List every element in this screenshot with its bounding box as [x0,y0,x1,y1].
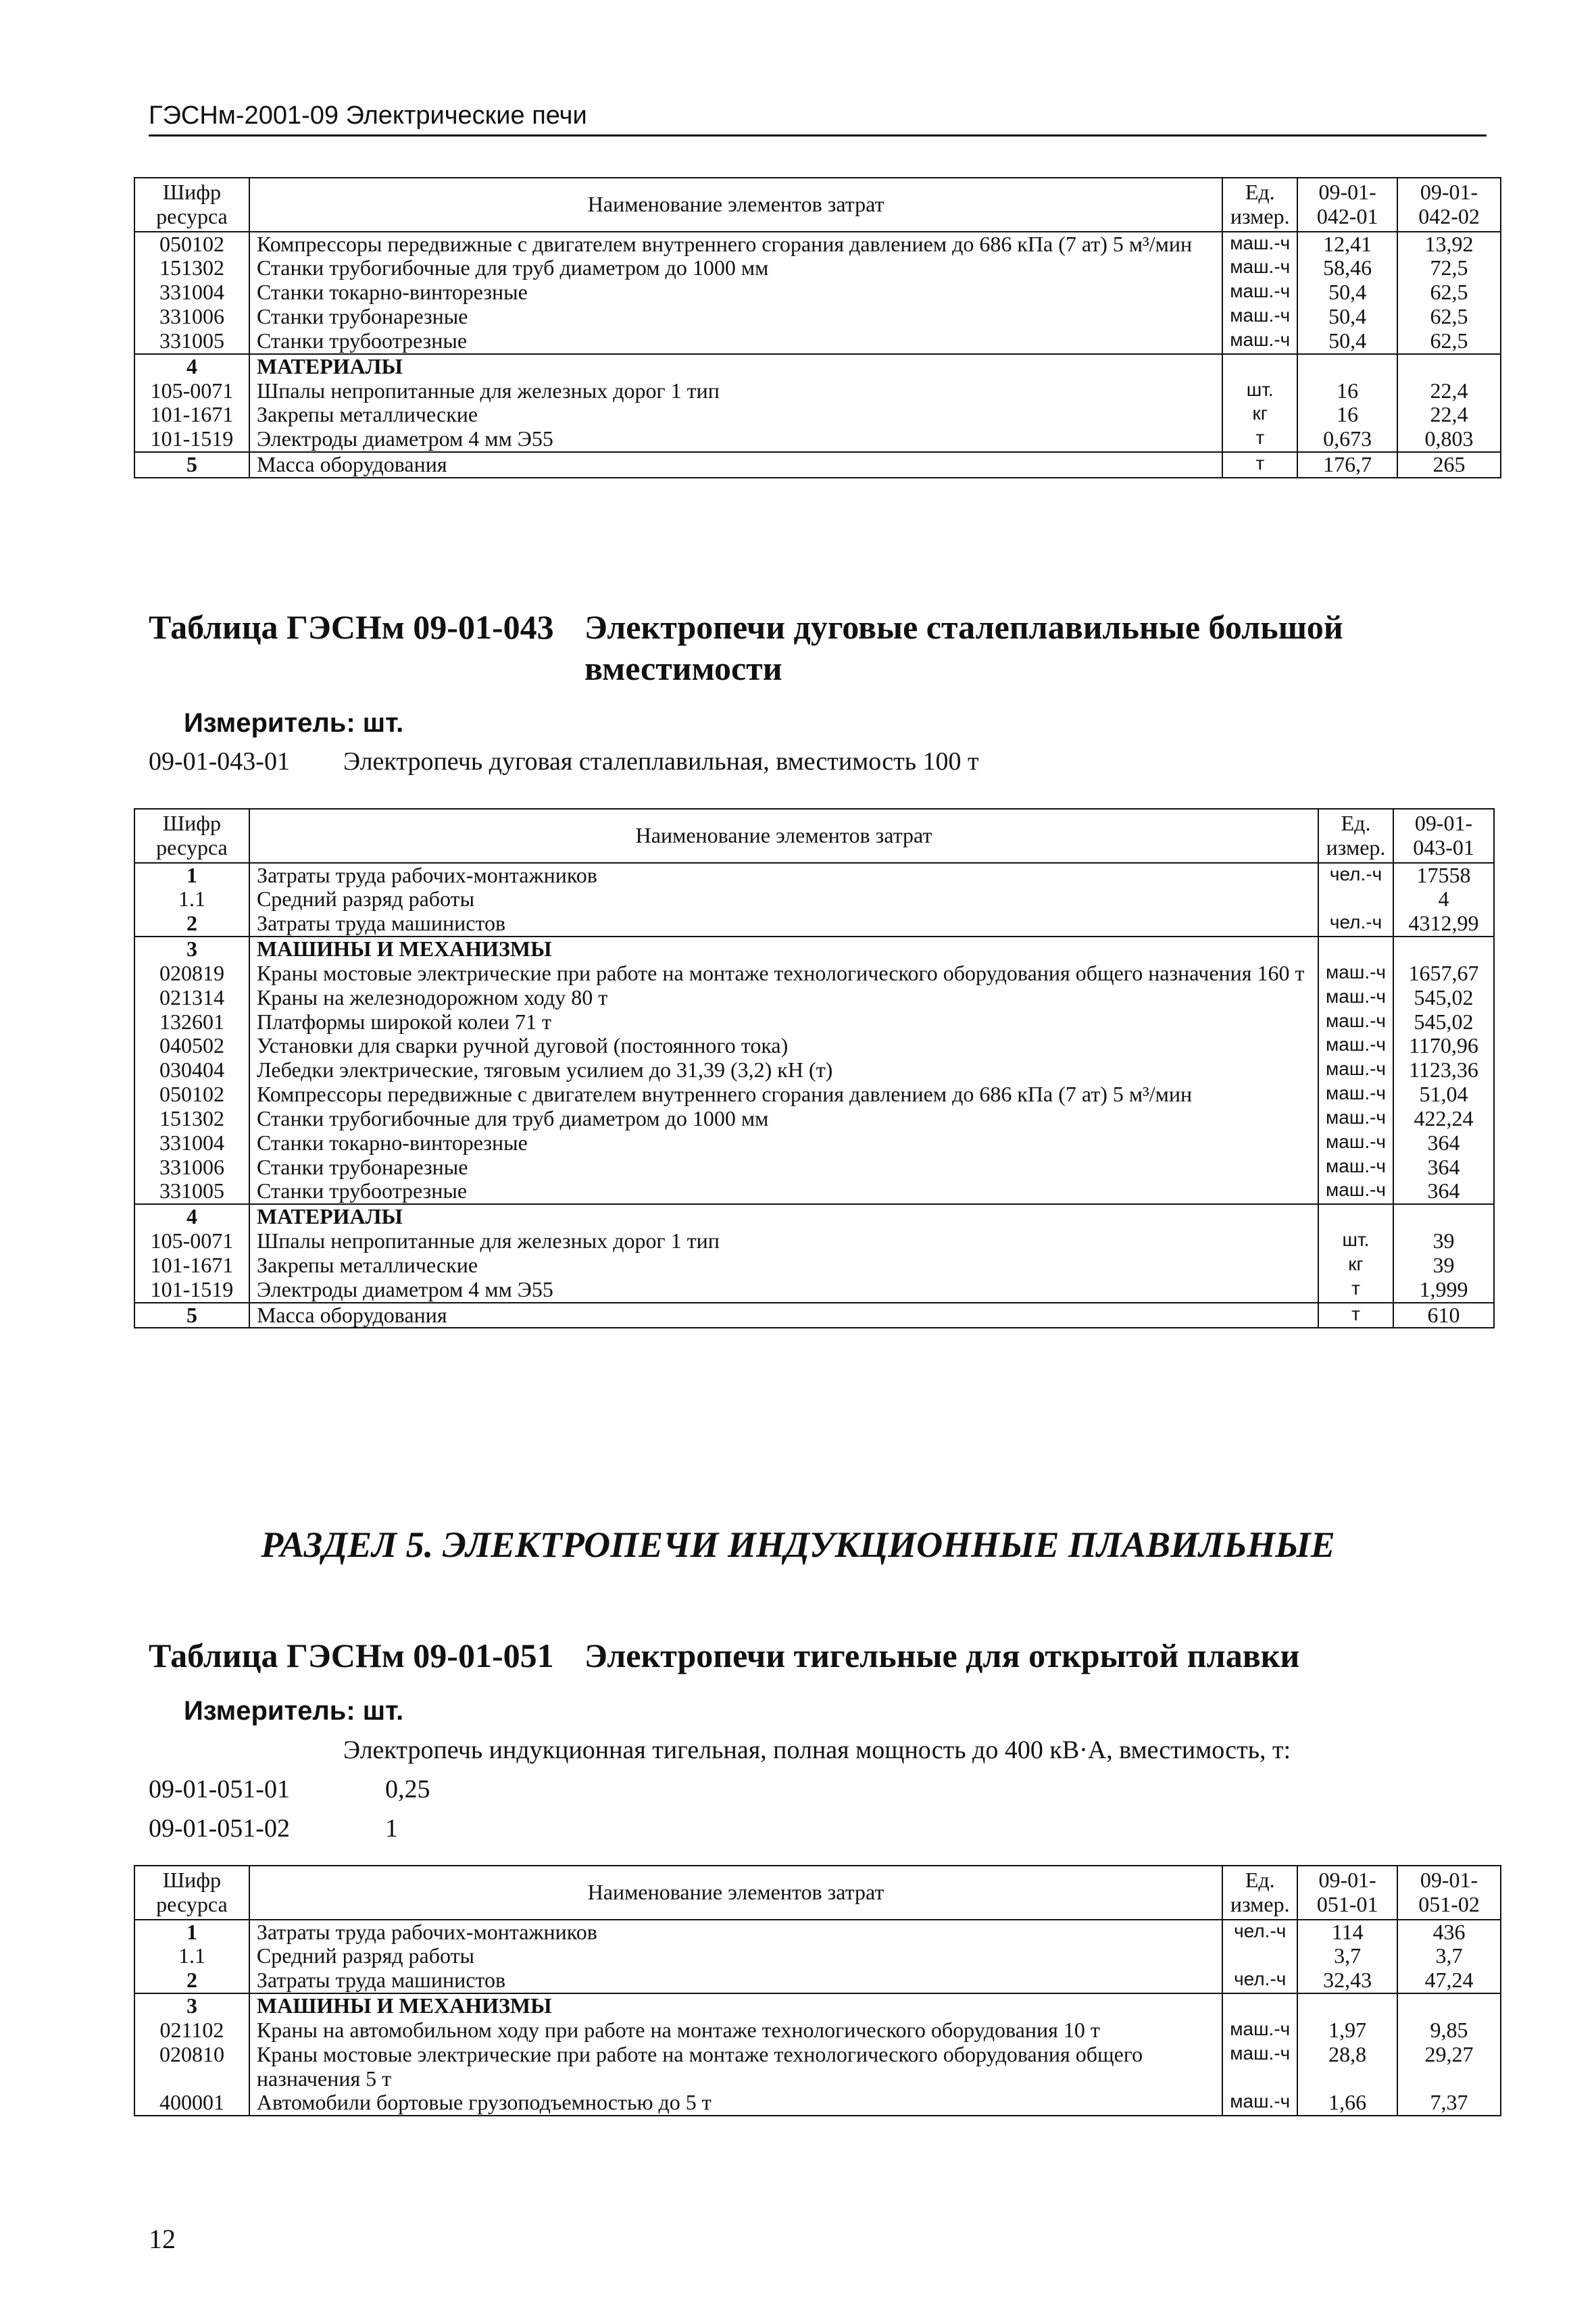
name-cell: Средний разряд работы [249,887,1318,912]
code-cell: 331005 [134,1179,249,1204]
value-cell: 265 [1397,452,1501,478]
value-cell: 62,5 [1397,329,1501,354]
name-cell: Компрессоры передвижные с двигателем внутреннего сгорания давлением до 686 кПа (7 ат) 5 м³/мин [249,1082,1318,1107]
table-row [134,1058,1494,1082]
value-cell: 29,27 [1397,2043,1501,2091]
name-cell: Затраты труда рабочих-монтажников [249,863,1318,888]
value-cell: 28,8 [1297,2043,1397,2091]
table-row [134,280,1501,305]
table-number: Таблица ГЭСНм 09-01-051 [149,1637,554,1674]
value-cell: 422,24 [1393,1107,1494,1131]
value-cell: 1,999 [1393,1278,1494,1303]
name-cell: Компрессоры передвижные с двигателем внутреннего сгорания давлением до 686 кПа (7 ат) 5 м³/мин [249,232,1222,257]
code-cell: 3 [134,937,249,962]
value-cell: 364 [1393,1155,1494,1180]
unit-cell: т [1222,452,1297,478]
unit-cell: маш.-ч [1318,1131,1393,1155]
value-cell: 17558 [1393,863,1494,888]
name-cell: Шпалы непропитанные для железных дорог 1 тип [249,379,1222,403]
table-row [134,427,1501,452]
value-cell: 62,5 [1397,305,1501,329]
unit-cell [1318,1204,1393,1229]
value-cell: 1,97 [1297,2018,1397,2043]
page-header: ГЭСНм-2001-09 Электрические печи [149,101,1487,136]
value-cell: 39 [1393,1253,1494,1278]
value-cell: 436 [1397,1920,1501,1945]
name-cell: Станки трубоотрезные [249,329,1222,354]
code-cell: 132601 [134,1010,249,1035]
table-row [134,452,1501,478]
unit-cell: кг [1222,403,1297,427]
value-cell: 50,4 [1297,280,1397,305]
name-cell: Электроды диаметром 4 мм Э55 [249,1278,1318,1303]
value-cell: 3,7 [1297,1944,1397,1968]
table-row [134,887,1494,912]
code-cell: 1 [134,863,249,888]
unit-cell: чел.-ч [1222,1968,1297,1993]
value-cell: 50,4 [1297,305,1397,329]
value-cell: 58,46 [1297,256,1397,280]
name-cell: Масса оборудования [249,452,1222,478]
table-row [134,1278,1494,1303]
code-cell: 1.1 [134,1944,249,1968]
code-cell: 020810 [134,2043,249,2091]
value-cell: 4312,99 [1393,912,1494,937]
code-cell: 151302 [134,1107,249,1131]
value-cell: 47,24 [1397,1968,1501,1993]
table-name: Электропечи дуговые сталеплавильные большой вместимости [584,608,1343,687]
code-cell: 021102 [134,2018,249,2043]
table-title-043 [149,607,1487,695]
value-cell: 51,04 [1393,1082,1494,1107]
code-cell: 101-1671 [134,403,249,427]
name-cell: Платформы широкой колеи 71 т [249,1010,1318,1035]
table-row [134,1204,1494,1229]
unit-cell: маш.-ч [1318,1034,1393,1058]
table-row [134,1131,1494,1155]
unit-cell: шт. [1222,379,1297,403]
value-cell: 39 [1393,1229,1494,1253]
code-cell: 4 [134,354,249,379]
table-row [134,937,1494,962]
value-cell: 13,92 [1397,232,1501,257]
value-cell: 1170,96 [1393,1034,1494,1058]
name-cell: Средний разряд работы [249,1944,1222,1968]
unit-cell [1318,937,1393,962]
cost-table-042 [134,177,1501,478]
section-heading: РАЗДЕЛ 5. ЭЛЕКТРОПЕЧИ ИНДУКЦИОННЫЕ ПЛАВИЛЬНЫЕ [261,1524,1335,1565]
name-cell: Краны на автомобильном ходу при работе на монтаже технологического оборудования 10 т [249,2018,1222,2043]
code-cell: 331004 [134,1131,249,1155]
name-cell: МАШИНЫ И МЕХАНИЗМЫ [249,1993,1222,2018]
table-row [134,379,1501,403]
unit-cell: чел.-ч [1318,912,1393,937]
page-number: 12 [149,2224,176,2254]
code-cell: 101-1519 [134,1278,249,1303]
norm-column-header: 09-01- 051-01 [1297,1866,1397,1920]
code-cell: 151302 [134,256,249,280]
unit-cell [1222,1993,1297,2018]
unit-cell: маш.-ч [1222,232,1297,257]
value-cell: 4 [1393,887,1494,912]
code-cell: 4 [134,1204,249,1229]
cost-table-043 [134,808,1495,1328]
table-header-row [134,1866,1501,1920]
value-cell: 72,5 [1397,256,1501,280]
code-cell: 2 [134,1968,249,1993]
table-row [134,1920,1501,1945]
code-cell: 331006 [134,1155,249,1180]
name-cell: Шпалы непропитанные для железных дорог 1 тип [249,1229,1318,1253]
name-cell: Масса оборудования [249,1303,1318,1328]
name-cell: Установки для сварки ручной дуговой (постоянного тока) [249,1034,1318,1058]
table-row [134,354,1501,379]
value-cell: 16 [1297,403,1397,427]
name-cell: Станки трубонарезные [249,305,1222,329]
unit-cell: маш.-ч [1318,962,1393,986]
unit-cell: маш.-ч [1222,305,1297,329]
name-cell: Станки трубоотрезные [249,1179,1318,1204]
unit-cell [1318,887,1393,912]
code-column-header: Шифр ресурса [134,1866,249,1920]
value-cell: 114 [1297,1920,1397,1945]
unit-cell: маш.-ч [1318,1179,1393,1204]
code-column-header: Шифр ресурса [134,178,249,232]
unit-cell: маш.-ч [1222,2043,1297,2091]
unit-cell: маш.-ч [1318,1082,1393,1107]
items-intro: Электропечь индукционная тигельная, полная мощность до 400 кВ·А, вместимость, т: [343,1736,1291,1764]
name-cell: Краны на железнодорожном ходу 80 т [249,986,1318,1010]
code-cell: 030404 [134,1058,249,1082]
unit-column-header: Ед. измер. [1222,178,1297,232]
cost-table-051 [134,1865,1501,2116]
code-cell: 101-1671 [134,1253,249,1278]
code-cell: 331006 [134,305,249,329]
table-row [134,329,1501,354]
unit-cell: маш.-ч [1222,280,1297,305]
value-cell [1397,354,1501,379]
table-row [134,962,1494,986]
unit-cell: чел.-ч [1318,863,1393,888]
code-cell: 050102 [134,232,249,257]
unit-cell: шт. [1318,1229,1393,1253]
table-row [134,1253,1494,1278]
code-cell: 1 [134,1920,249,1945]
name-cell: Закрепы металлические [249,403,1222,427]
value-cell: 62,5 [1397,280,1501,305]
table-row [134,305,1501,329]
unit-cell [1222,354,1297,379]
norm-column-header: 09-01- 042-01 [1297,178,1397,232]
unit-cell: маш.-ч [1318,1010,1393,1035]
code-cell: 050102 [134,1082,249,1107]
name-cell: Станки токарно-винторезные [249,1131,1318,1155]
code-cell: 101-1519 [134,427,249,452]
value-cell: 176,7 [1297,452,1397,478]
item-description: Электропечь дуговая сталеплавильная, вместимость 100 т [343,747,979,776]
name-cell: Автомобили бортовые грузоподъемностью до 5 т [249,2091,1222,2116]
code-cell: 331004 [134,280,249,305]
table-row [134,1303,1494,1328]
code-cell: 105-0071 [134,1229,249,1253]
norm-column-header: 09-01- 043-01 [1393,809,1494,863]
measure-unit: Измеритель: шт. [184,708,404,738]
name-cell: МАШИНЫ И МЕХАНИЗМЫ [249,937,1318,962]
name-cell: Станки трубонарезные [249,1155,1318,1180]
table-row [134,1107,1494,1131]
value-cell: 16 [1297,379,1397,403]
code-cell: 1.1 [134,887,249,912]
name-cell: Станки трубогибочные для труб диаметром до 1000 мм [249,1107,1318,1131]
table-name: Электропечи тигельные для открытой плавки [584,1637,1300,1674]
value-cell [1297,354,1397,379]
table-row [134,2043,1501,2091]
name-column-header: Наименование элементов затрат [249,178,1222,232]
unit-cell: маш.-ч [1318,1058,1393,1082]
value-cell: 364 [1393,1131,1494,1155]
value-cell: 9,85 [1397,2018,1501,2043]
code-cell: 331005 [134,329,249,354]
code-cell: 020819 [134,962,249,986]
unit-cell: маш.-ч [1222,329,1297,354]
code-cell: 400001 [134,2091,249,2116]
value-cell: 364 [1393,1179,1494,1204]
code-cell: 105-0071 [134,379,249,403]
table-row [134,1944,1501,1968]
table-row [134,986,1494,1010]
value-cell [1393,1204,1494,1229]
value-cell: 22,4 [1397,379,1501,403]
code-cell: 5 [134,1303,249,1328]
item-code: 09-01-051-01 [149,1775,290,1803]
unit-cell: чел.-ч [1222,1920,1297,1945]
name-cell: Электроды диаметром 4 мм Э55 [249,427,1222,452]
table-row [134,1179,1494,1204]
unit-cell: маш.-ч [1318,986,1393,1010]
name-cell: Краны мостовые электрические при работе на монтаже технологического оборудования общего назначения 160 т [249,962,1318,986]
table-row [134,1229,1494,1253]
value-cell: 1123,36 [1393,1058,1494,1082]
unit-cell: маш.-ч [1318,1107,1393,1131]
name-cell: МАТЕРИАЛЫ [249,1204,1318,1229]
norm-column-header: 09-01- 051-02 [1397,1866,1501,1920]
value-cell: 545,02 [1393,986,1494,1010]
unit-cell: т [1318,1303,1393,1328]
item-value: 1 [385,1814,398,1843]
name-cell: Затраты труда машинистов [249,912,1318,937]
name-cell: Затраты труда машинистов [249,1968,1222,1993]
unit-cell: т [1222,427,1297,452]
value-cell: 610 [1393,1303,1494,1328]
item-code: 09-01-051-02 [149,1814,290,1843]
table-row [134,1082,1494,1107]
name-cell: Затраты труда рабочих-монтажников [249,1920,1222,1945]
code-cell: 3 [134,1993,249,2018]
unit-cell: маш.-ч [1318,1155,1393,1180]
name-cell: Лебедки электрические, тяговым усилием до 31,39 (3,2) кН (т) [249,1058,1318,1082]
code-cell: 5 [134,452,249,478]
item-code: 09-01-043-01 [149,747,290,776]
table-row [134,1993,1501,2018]
code-cell: 021314 [134,986,249,1010]
value-cell: 22,4 [1397,403,1501,427]
unit-cell: маш.-ч [1222,2091,1297,2116]
value-cell: 545,02 [1393,1010,1494,1035]
measure-unit: Измеритель: шт. [184,1696,404,1726]
name-cell: МАТЕРИАЛЫ [249,354,1222,379]
value-cell: 0,673 [1297,427,1397,452]
name-column-header: Наименование элементов затрат [249,1866,1222,1920]
table-row [134,1010,1494,1035]
name-column-header: Наименование элементов затрат [249,809,1318,863]
value-cell [1393,937,1494,962]
norm-column-header: 09-01- 042-02 [1397,178,1501,232]
table-header-row [134,809,1494,863]
value-cell: 50,4 [1297,329,1397,354]
table-row [134,2091,1501,2116]
table-row [134,912,1494,937]
code-cell: 040502 [134,1034,249,1058]
unit-cell: маш.-ч [1222,2018,1297,2043]
value-cell: 3,7 [1397,1944,1501,1968]
name-cell: Станки трубогибочные для труб диаметром до 1000 мм [249,256,1222,280]
unit-column-header: Ед. измер. [1318,809,1393,863]
table-row [134,1155,1494,1180]
table-title-051 [149,1635,1487,1683]
name-cell: Станки токарно-винторезные [249,280,1222,305]
value-cell: 7,37 [1397,2091,1501,2116]
name-cell: Краны мостовые электрические при работе на монтаже технологического оборудования общего назначения 5 т [249,2043,1222,2091]
value-cell [1397,1993,1501,2018]
unit-cell: кг [1318,1253,1393,1278]
code-cell: 2 [134,912,249,937]
name-cell: Закрепы металлические [249,1253,1318,1278]
value-cell: 0,803 [1397,427,1501,452]
table-number: Таблица ГЭСНм 09-01-043 [149,608,554,646]
table-row [134,403,1501,427]
value-cell: 1,66 [1297,2091,1397,2116]
value-cell: 12,41 [1297,232,1397,257]
unit-cell [1222,1944,1297,1968]
table-row [134,2018,1501,2043]
value-cell: 32,43 [1297,1968,1397,1993]
table-header-row [134,178,1501,232]
value-cell [1297,1993,1397,2018]
code-column-header: Шифр ресурса [134,809,249,863]
table-row [134,1034,1494,1058]
value-cell: 1657,67 [1393,962,1494,986]
unit-column-header: Ед. измер. [1222,1866,1297,1920]
table-row [134,863,1494,888]
unit-cell: т [1318,1278,1393,1303]
table-row [134,232,1501,257]
item-value: 0,25 [385,1775,430,1803]
unit-cell: маш.-ч [1222,256,1297,280]
table-row [134,256,1501,280]
table-row [134,1968,1501,1993]
